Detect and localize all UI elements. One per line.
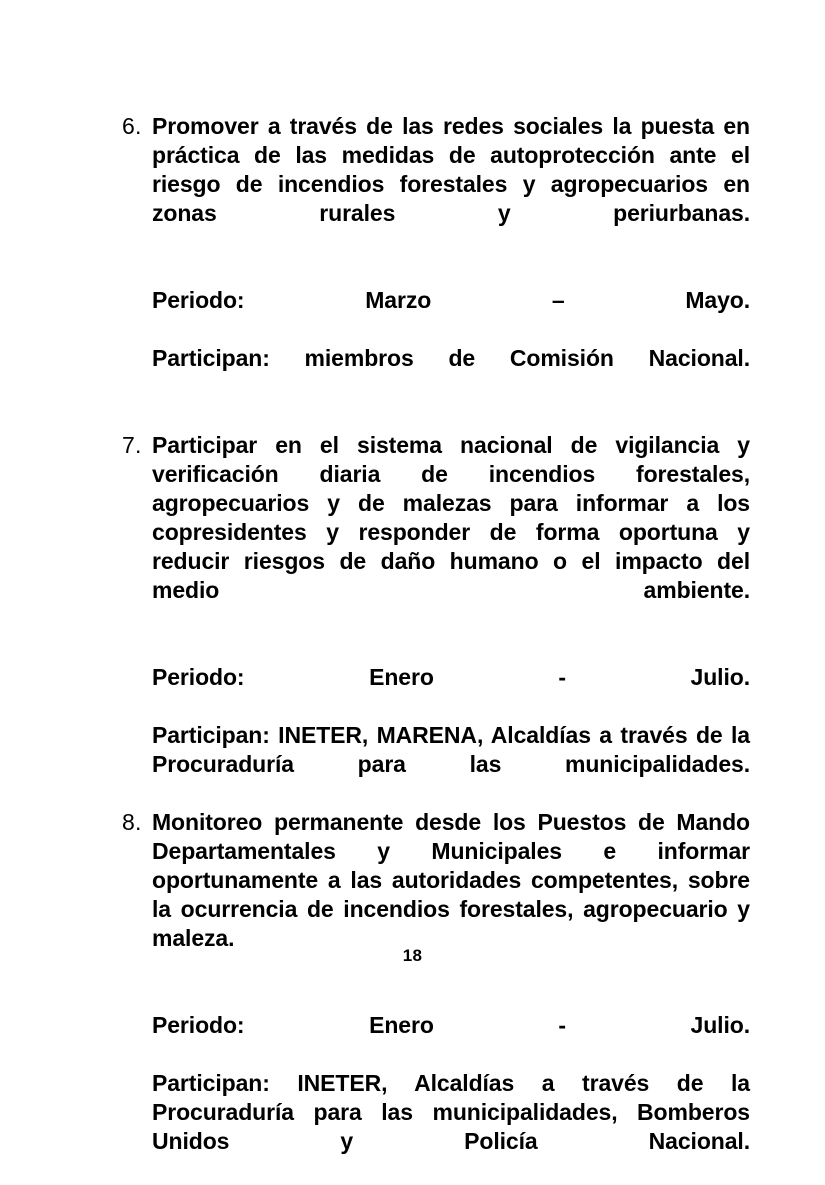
page-number: 18: [402, 946, 423, 965]
participan-line: Participan: miembros de Comisión Nacional.: [152, 345, 750, 371]
paragraph-spacer: [122, 402, 750, 431]
detail-block: [152, 663, 750, 808]
list-item-text: Promover a través de las redes sociales la puesta en práctica de las medidas de autoprotección ante el riesgo de incendios forestales y agropecuarios en zonas rurales y periurbanas.: [152, 113, 750, 226]
periodo-line: Periodo: Marzo – Mayo.: [152, 287, 750, 313]
list-item: [122, 431, 750, 634]
page-content: [122, 112, 750, 1185]
periodo-line: Periodo: Enero - Julio.: [152, 664, 750, 690]
periodo-line: Periodo: Enero - Julio.: [152, 1012, 750, 1038]
participan-line: Participan: INETER, MARENA, Alcaldías a través de la Procuraduría para las municipalidades.: [152, 722, 750, 777]
participan-line: Participan: INETER, Alcaldías a través de la Procuraduría para las municipalidades, Bomberos Unidos y Policía Nacional.: [152, 1070, 750, 1154]
list-item-marker: 8.: [122, 809, 142, 835]
paragraph-spacer: [122, 982, 750, 1011]
list-item-text: Participar en el sistema nacional de vigilancia y verificación diaria de incendios forestales, agropecuarios y de malezas para informar a los copresidentes y responder de forma oportuna y reducir riesgos de daño humano o el impacto del medio ambiente.: [152, 432, 750, 603]
list-item-text: Monitoreo permanente desde los Puestos de Mando Departamentales y Municipales e informar oportunamente a las autoridades competentes, sobre la ocurrencia de incendios forestales, agropecuario y maleza.: [152, 809, 750, 951]
paragraph-spacer: [122, 634, 750, 663]
paragraph-spacer: [122, 257, 750, 286]
list-item-marker: 7.: [122, 432, 142, 458]
list-item: [122, 112, 750, 257]
detail-block: [152, 286, 750, 402]
detail-block: [152, 1011, 750, 1185]
list-item-marker: 6.: [122, 113, 142, 139]
